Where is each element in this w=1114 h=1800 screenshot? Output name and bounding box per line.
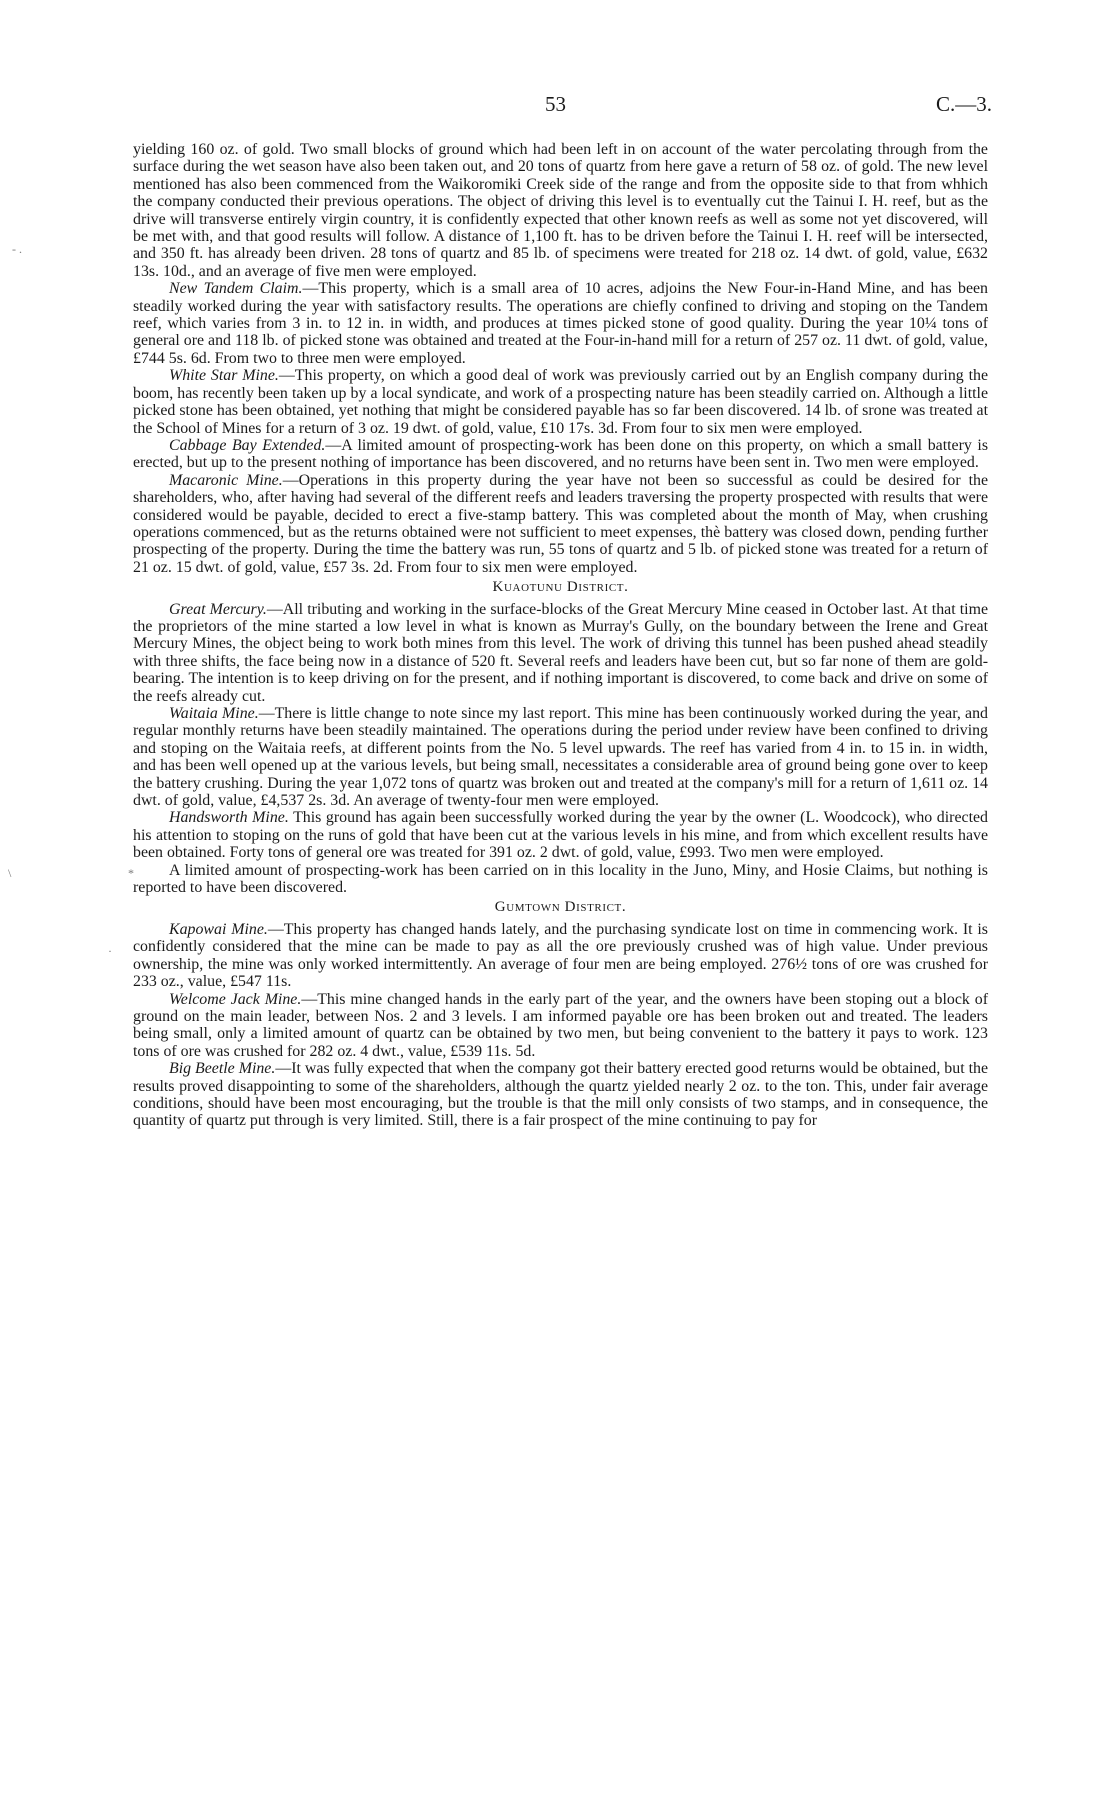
paragraph: Macaronic Mine.—Operations in this property during the year have not been so successful as could be desired for the shareholders, who, after having had several of the different reefs and leaders traversing the property prospected with results that were considered would be payable, decided to erect a five-stamp battery. This was completed about the month of May, when crushing operations commenced, but as the returns obtained were not sufficient to meet expenses, thè battery was closed down, pending further prospecting of the property. During the time the battery was run, 55 tons of quartz and 5 lb. of picked stone was treated for a return of 21 oz. 15 dwt. of gold, value, £57 3s. 2d. From four to six men were employed. bbox=[133, 471, 989, 576]
paragraph-title: Macaronic Mine. bbox=[169, 471, 283, 489]
paragraph-title: Waitaia Mine. bbox=[169, 705, 259, 722]
paragraph-title: Kapowai Mine. bbox=[169, 920, 268, 938]
paragraph-title: White Star Mine. bbox=[169, 367, 279, 385]
section-heading: Gumtown District. bbox=[494, 899, 627, 916]
paragraph: A limited amount of prospecting-work has been carried on in this locality in the Juno, Miny, and Hosie Claims, but nothing is reported to have been discovered. bbox=[133, 861, 988, 897]
paragraph: Welcome Jack Mine.—This mine changed hands in the early part of the year, and the owners have been stoping out a block of ground on the main leader, between Nos. 2 and 3 levels. I am informed payable ore has been broken out and treated. The leaders being small, only a limited amount of quartz can be obtained by two men, but being convenient to the battery it pays to work. 123 tons of ore was crushed for 282 oz. 4 dwt., value, £539 11s. 5d. bbox=[133, 990, 988, 1060]
section-heading: Kuaotunu District. bbox=[492, 579, 629, 596]
margin-mark: · bbox=[108, 944, 112, 958]
paragraph: Cabbage Bay Extended.—A limited amount of prospecting-work has been done on this property, on which a small battery is erected, but up to the present nothing of importance has been discovered, and no returns have been sent in. Two men were employed. bbox=[133, 436, 989, 472]
margin-mark: - . bbox=[12, 242, 22, 256]
page-number: 53 bbox=[545, 92, 566, 116]
paragraph: Great Mercury.—All tributing and working in the surface-blocks of the Great Mercury Mine ceased in October last. At that time the proprietors of the mine started a low level in what is known as Murray's Gully, on the boundary between the Irene and Great Mercury Mines, the object being to work both mines from this level. The work of driving this tunnel has been pushed ahead steadily with three shifts, the face being now in a distance of 520 ft. Several reefs and leaders have been cut, but so far none of them are gold-bearing. The intention is to keep driving on for the present, and if nothing important is discovered, to come back and drive on some of the reefs already cut. bbox=[133, 600, 989, 705]
paragraph: Big Beetle Mine.—It was fully expected that when the company got their battery erected good returns would be obtained, but the results proved disappointing to some of the shareholders, although the quartz yielded nearly 2 oz. to the ton. This, under fair average conditions, should have been most encouraging, but the trouble is that the mill only consists of two stamps, and in consequence, the quantity of quartz put through is very limited. Still, there is a fair prospect of the mine continuing to pay for bbox=[133, 1060, 988, 1130]
paragraph: White Star Mine.—This property, on which a good deal of work was previously carried out by an English company during the boom, has recently been taken up by a local syndicate, and work of a prospecting nature has been steadily carried on. Although a little picked stone has been obtained, yet nothing that might be considered payable has so far been discovered. 14 lb. of srone was treated at the School of Mines for a return of 3 oz. 19 dwt. of gold, value, £10 17s. 3d. From four to six men were employed. bbox=[133, 367, 988, 437]
paragraph-title: Great Mercury. bbox=[169, 600, 267, 618]
paragraph: Kapowai Mine.—This property has changed hands lately, and the purchasing syndicate lost on time in commencing work. It is confidently considered that the mine can be made to pay as all the ore previously crushed was of high value. Under previous ownership, the mine was only worked intermittently. An average of four men are being employed. 276½ tons of ore was crushed for 233 oz., value, £547 11s. bbox=[133, 920, 988, 991]
paragraph-title: Big Beetle Mine. bbox=[169, 1060, 276, 1078]
paragraph-title: Cabbage Bay Extended. bbox=[169, 436, 326, 454]
document-code: C.—3. bbox=[935, 92, 992, 116]
paragraph: Waitaia Mine.—There is little change to note since my last report. This mine has been continuously worked during the year, and regular monthly returns have been steadily maintained. The operations during the period under review have been confined to driving and stoping on the Waitaia reefs, at different points from the No. 5 level upwards. The reef has varied from 4 in. to 15 in. in width, and has been well opened up at the various levels, but being small, necessitates a considerable area of ground being gone over to keep the battery crushing. During the year 1,072 tons of quartz was broken out and treated at the company's mill for a return of 1,611 oz. 14 dwt. of gold, value, £4,537 2s. 3d. An average of twenty-four men were employed. bbox=[133, 705, 988, 810]
margin-mark: * bbox=[128, 866, 134, 880]
paragraph-title: Handsworth Mine. bbox=[169, 809, 289, 827]
paragraph-title: New Tandem Claim. bbox=[169, 280, 303, 298]
paragraph: Handsworth Mine. This ground has again been successfully worked during the year by the owner (L. Woodcock), who directed his attention to stoping on the runs of gold that have been cut at the various levels in his mine, and from which excellent results have been obtained. Forty tons of general ore was treated for 391 oz. 2 dwt. of gold, value, £993. Two men were employed. bbox=[133, 809, 988, 862]
paragraph: yielding 160 oz. of gold. Two small blocks of ground which had been left in on account of the water percolating through from the surface during the wet season have also been taken out, and 20 tons of quartz from here gave a return of 58 oz. of gold. The new level mentioned has also been commenced from the Waikoromiki Creek side of the range and from the opposite side to that from whhich the company conducted their previous operations. The object of driving this level is to eventually cut the Tainui I. H. reef, but as the drive will transverse entirely virgin country, it is confidently expected that other known reefs as well as some not yet discovered, will be met with, and that good results will follow. A distance of 1,100 ft. has to be driven before the Tainui I. H. reef will be intersected, and 350 ft. has already been driven. 28 tons of quartz and 85 lb. of specimens were treated for 218 oz. 14 dwt. of gold, value, £632 13s. 10d., and an average of five men were employed. bbox=[133, 141, 988, 280]
paragraph: New Tandem Claim.—This property, which is a small area of 10 acres, adjoins the New Four-in-Hand Mine, and has been steadily worked during the year with satisfactory results. The operations are chiefly confined to driving and stoping on the Tandem reef, which varies from 3 in. to 12 in. in width, and produces at times picked stone of good quality. During the year 10¼ tons of general ore and 118 lb. of picked stone was obtained and treated at the Four-in-hand mill for a return of 257 oz. 11 dwt. of gold, value, £744 5s. 6d. From two to three men were employed. bbox=[133, 280, 988, 367]
page-header bbox=[0, 92, 1114, 122]
paragraph-title: Welcome Jack Mine. bbox=[169, 990, 302, 1008]
body-text bbox=[133, 141, 988, 1130]
margin-mark: \ bbox=[8, 866, 12, 880]
